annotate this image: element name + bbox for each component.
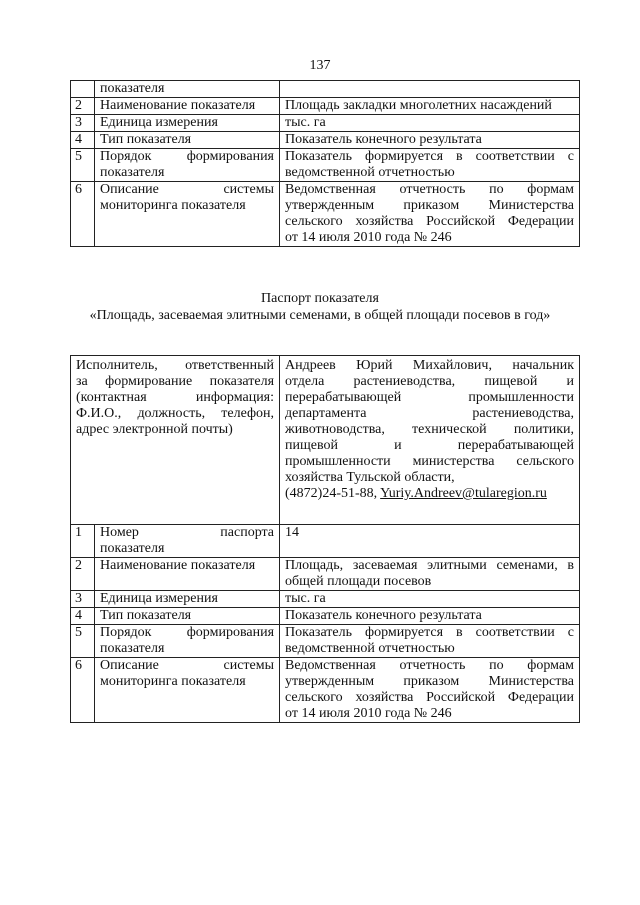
table-row bbox=[71, 182, 580, 247]
row-label: Наименование показателя bbox=[95, 558, 280, 591]
passport-subtitle: «Площадь, засеваемая элитными семенами, в общей площади посевов в год» bbox=[89, 308, 551, 323]
passport-heading bbox=[0, 290, 640, 324]
row-number: 4 bbox=[71, 132, 95, 149]
row-number: 3 bbox=[71, 115, 95, 132]
row-number: 6 bbox=[71, 658, 95, 723]
table-row-executor bbox=[71, 356, 580, 525]
row-value bbox=[280, 81, 580, 98]
row-label: Порядок формирования показателя bbox=[95, 625, 280, 658]
row-value: Показатель формируется в соответствии с ведомственной отчетностью bbox=[280, 149, 580, 182]
table-row bbox=[71, 115, 580, 132]
row-value: тыс. га bbox=[280, 591, 580, 608]
row-value: Показатель формируется в соответствии с ведомственной отчетностью bbox=[280, 625, 580, 658]
row-value: Площадь закладки многолетних насаждений bbox=[280, 98, 580, 115]
row-number: 5 bbox=[71, 625, 95, 658]
table-row bbox=[71, 149, 580, 182]
row-label: Описание системы мониторинга показателя bbox=[95, 182, 280, 247]
executor-label: Исполнитель, ответственный за формирование показателя (контактная информация: Ф.И.О., должность, телефон, адрес электронной почты) bbox=[71, 356, 280, 525]
row-label: показателя bbox=[95, 81, 280, 98]
row-value: Показатель конечного результата bbox=[280, 132, 580, 149]
row-value: 14 bbox=[280, 525, 580, 558]
row-label: Единица измерения bbox=[95, 115, 280, 132]
indicator-passport-table bbox=[70, 355, 580, 723]
table-row bbox=[71, 608, 580, 625]
indicator-table-continued bbox=[70, 80, 580, 247]
row-number: 6 bbox=[71, 182, 95, 247]
row-number: 1 bbox=[71, 525, 95, 558]
row-number bbox=[71, 81, 95, 98]
executor-email-link[interactable]: Yuriy.Andreev@tularegion.ru bbox=[380, 486, 547, 501]
row-value: тыс. га bbox=[280, 115, 580, 132]
table-row bbox=[71, 132, 580, 149]
row-number: 4 bbox=[71, 608, 95, 625]
row-label: Единица измерения bbox=[95, 591, 280, 608]
row-value: Площадь, засеваемая элитными семенами, в общей площади посевов bbox=[280, 558, 580, 591]
table-row bbox=[71, 658, 580, 723]
row-value: Ведомственная отчетность по формам утвержденным приказом Министерства сельского хозяйства Российской Федерации от 14 июля 2010 года № 246 bbox=[280, 182, 580, 247]
row-label: Тип показателя bbox=[95, 608, 280, 625]
table-row bbox=[71, 98, 580, 115]
row-label: Описание системы мониторинга показателя bbox=[95, 658, 280, 723]
row-number: 2 bbox=[71, 98, 95, 115]
row-label: Номер паспорта показателя bbox=[95, 525, 280, 558]
row-value: Ведомственная отчетность по формам утвержденным приказом Министерства сельского хозяйства Российской Федерации от 14 июля 2010 года № 246 bbox=[280, 658, 580, 723]
row-number: 3 bbox=[71, 591, 95, 608]
executor-value: Андреев Юрий Михайлович, начальник отдела растениеводства, пищевой и перерабатывающей промышленности департамента растениеводства, животноводства, технической политики, пищевой и перерабатывающей промышленности министерства сельского хозяйства Тульской области, (4872)24-51-88, Yuriy.Andreev@tularegion.ru bbox=[280, 356, 580, 525]
row-label: Тип показателя bbox=[95, 132, 280, 149]
table-row bbox=[71, 625, 580, 658]
row-value: Показатель конечного результата bbox=[280, 608, 580, 625]
table-row bbox=[71, 591, 580, 608]
row-label: Наименование показателя bbox=[95, 98, 280, 115]
row-label: Порядок формирования показателя bbox=[95, 149, 280, 182]
table-row bbox=[71, 558, 580, 591]
table-row bbox=[71, 525, 580, 558]
page-number: 137 bbox=[309, 58, 331, 73]
passport-title: Паспорт показателя bbox=[261, 291, 379, 306]
row-number: 2 bbox=[71, 558, 95, 591]
table-row bbox=[71, 81, 580, 98]
row-number: 5 bbox=[71, 149, 95, 182]
